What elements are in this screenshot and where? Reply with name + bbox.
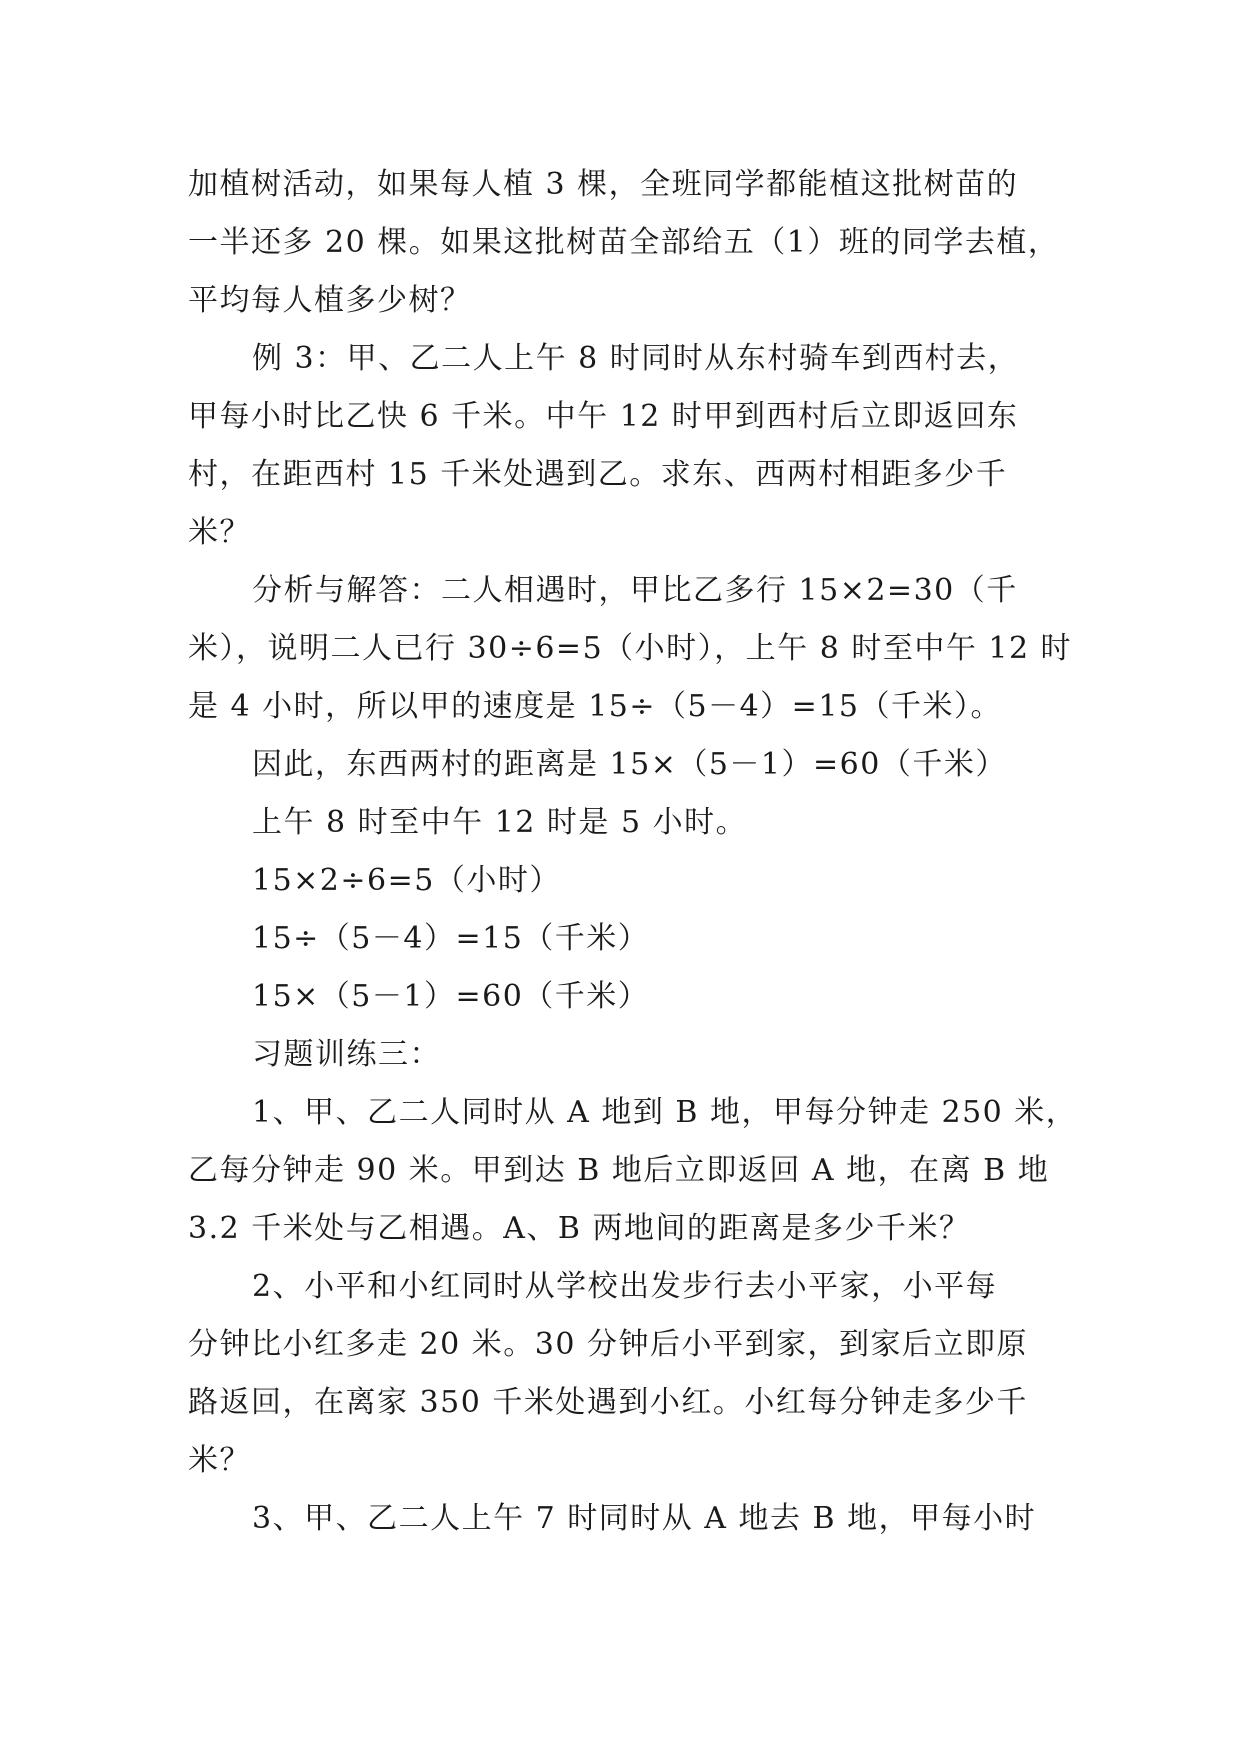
text-line-11: 因此，东西两村的距离是 15×（5－1）=60（千米） [252,747,1007,782]
text-line-1: 加植树活动，如果每人植 3 棵，全班同学都能植这批树苗的 [188,167,1019,202]
text-line-10: 是 4 小时，所以甲的速度是 15÷（5－4）=15（千米）。 [188,689,1002,724]
exercise-2-line-3: 路返回，在离家 350 千米处遇到小红。小红每分钟走多少千 [188,1385,1028,1420]
text-line-2: 一半还多 20 棵。如果这批树苗全部给五（1）班的同学去植， [188,225,1060,260]
exercise-1-line-1: 1、甲、乙二人同时从 A 地到 B 地，甲每分钟走 250 米， [252,1095,1078,1130]
text-line-9: 米），说明二人已行 30÷6=5（小时），上午 8 时至中午 12 时 [188,631,1073,666]
exercise-1-line-3: 3.2 千米处与乙相遇。A、B 两地间的距离是多少千米？ [188,1211,971,1246]
exercise-2-line-1: 2、小平和小红同时从学校出发步行去小平家，小平每 [252,1269,998,1304]
text-line-3: 平均每人植多少树？ [188,283,472,318]
analysis-heading-line: 分析与解答：二人相遇时，甲比乙多行 15×2=30（千 [252,573,1018,608]
exercise-2-line-2: 分钟比小红多走 20 米。30 分钟后小平到家，到家后立即原 [188,1327,1028,1362]
exercise-1-line-2: 乙每分钟走 90 米。甲到达 B 地后立即返回 A 地，在离 B 地 [188,1153,1050,1188]
formula-line-2: 15÷（5－4）=15（千米） [252,921,650,956]
text-line-12: 上午 8 时至中午 12 时是 5 小时。 [252,805,748,840]
formula-line-3: 15×（5－1）=60（千米） [252,979,650,1014]
text-line-6: 村，在距西村 15 千米处遇到乙。求东、西两村相距多少千 [188,457,1008,492]
exercise-2-line-4: 米？ [188,1443,251,1478]
text-line-5: 甲每小时比乙快 6 千米。中午 12 时甲到西村后立即返回东 [188,399,1019,434]
document-body [188,156,1078,1548]
exercise-3-heading: 习题训练三： [252,1037,441,1072]
example-3-heading-line: 例 3：甲、乙二人上午 8 时同时从东村骑车到西村去， [252,341,1020,376]
exercise-3-line-1: 3、甲、乙二人上午 7 时同时从 A 地去 B 地，甲每小时 [252,1501,1037,1536]
formula-line-1: 15×2÷6=5（小时） [252,863,561,898]
text-line-7: 米？ [188,515,251,550]
